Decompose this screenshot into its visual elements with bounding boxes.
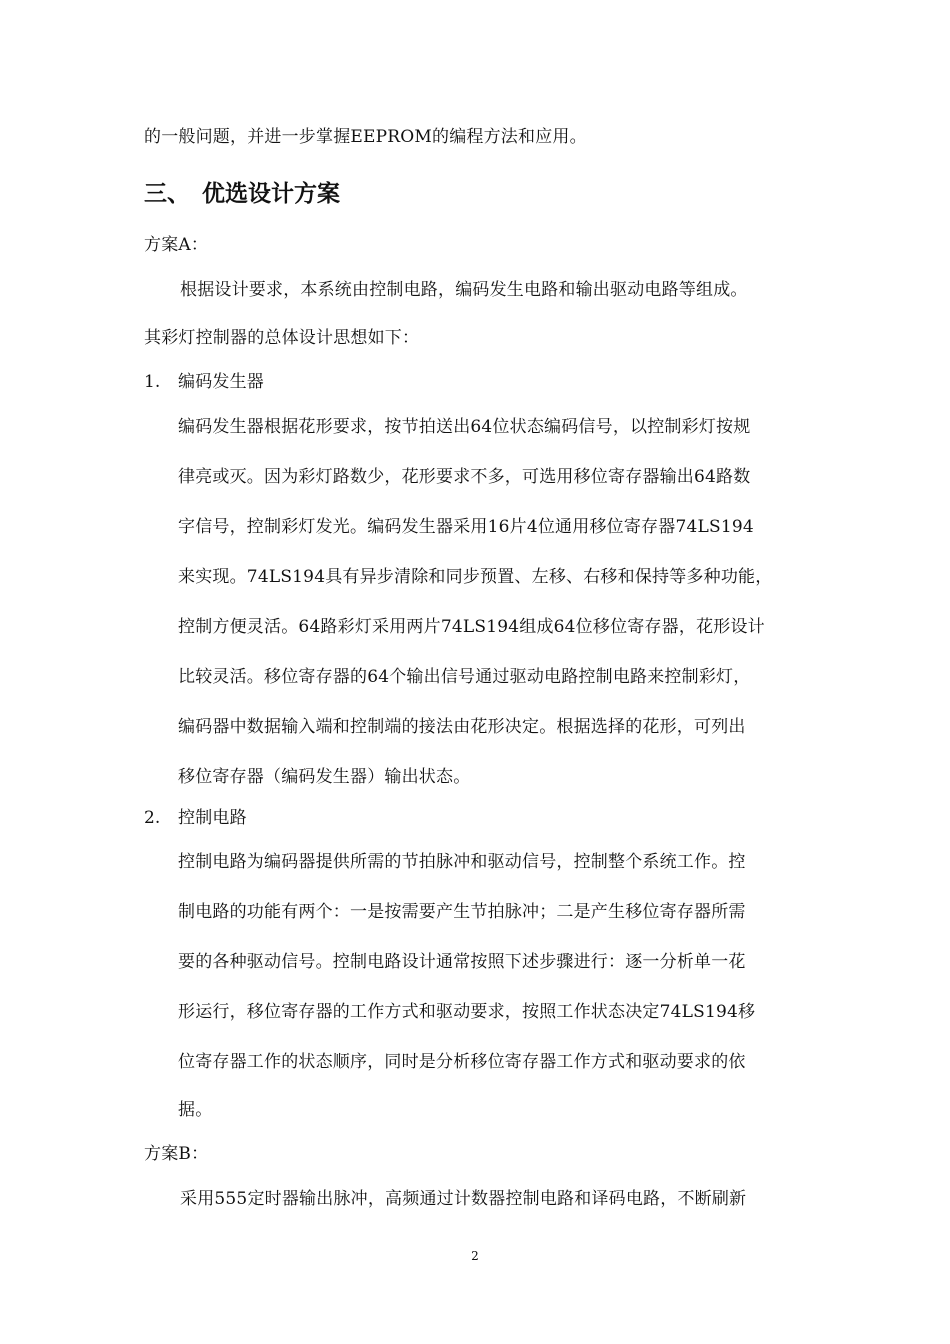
paragraph-line: 控制电路为编码器提供所需的节拍脉冲和驱动信号，控制整个系统工作。控 [178, 852, 746, 872]
paragraph-line: 制电路的功能有两个：一是按需要产生节拍脉冲；二是产生移位寄存器所需 [178, 902, 746, 922]
list-item-title: 控制电路 [178, 808, 247, 828]
intro-continuation: 的一般问题，并进一步掌握EEPROM的编程方法和应用。 [144, 127, 587, 147]
paragraph-line: 律亮或灭。因为彩灯路数少，花形要求不多，可选用移位寄存器输出64路数 [178, 467, 751, 487]
paragraph-line: 形运行，移位寄存器的工作方式和驱动要求，按照工作状态决定74LS194移 [178, 1002, 756, 1022]
paragraph-line: 编码器中数据输入端和控制端的接法由花形决定。根据选择的花形，可列出 [178, 717, 746, 737]
plan-a-intro-line: 根据设计要求，本系统由控制电路，编码发生电路和输出驱动电路等组成。 [180, 280, 748, 300]
plan-a-intro-line: 其彩灯控制器的总体设计思想如下： [144, 328, 420, 348]
page-number: 2 [471, 1249, 479, 1263]
paragraph-line: 据。 [178, 1100, 213, 1120]
section-number: 三、 [144, 181, 190, 207]
paragraph-line: 字信号，控制彩灯发光。编码发生器采用16片4位通用移位寄存器74LS194 [178, 517, 754, 537]
paragraph-line: 位寄存器工作的状态顺序，同时是分析移位寄存器工作方式和驱动要求的依 [178, 1052, 746, 1072]
list-item-number: 2. [144, 808, 161, 828]
list-item-title: 编码发生器 [178, 372, 264, 392]
section-title: 优选设计方案 [202, 181, 340, 207]
list-item-number: 1. [144, 372, 161, 392]
paragraph-line: 编码发生器根据花形要求，按节拍送出64位状态编码信号，以控制彩灯按规 [178, 417, 751, 437]
plan-b-label: 方案B： [144, 1144, 209, 1164]
paragraph-line: 移位寄存器（编码发生器）输出状态。 [178, 767, 471, 787]
paragraph-line: 控制方便灵活。64路彩灯采用两片74LS194组成64位移位寄存器，花形设计 [178, 617, 765, 637]
plan-a-label: 方案A： [144, 235, 209, 255]
paragraph-line: 要的各种驱动信号。控制电路设计通常按照下述步骤进行：逐一分析单一花 [178, 952, 746, 972]
paragraph-line: 比较灵活。移位寄存器的64个输出信号通过驱动电路控制电路来控制彩灯， [178, 667, 751, 687]
paragraph-line: 来实现。74LS194具有异步清除和同步预置、左移、右移和保持等多种功能， [178, 567, 773, 587]
plan-b-line: 采用555定时器输出脉冲，高频通过计数器控制电路和译码电路，不断刷新 [180, 1189, 747, 1209]
